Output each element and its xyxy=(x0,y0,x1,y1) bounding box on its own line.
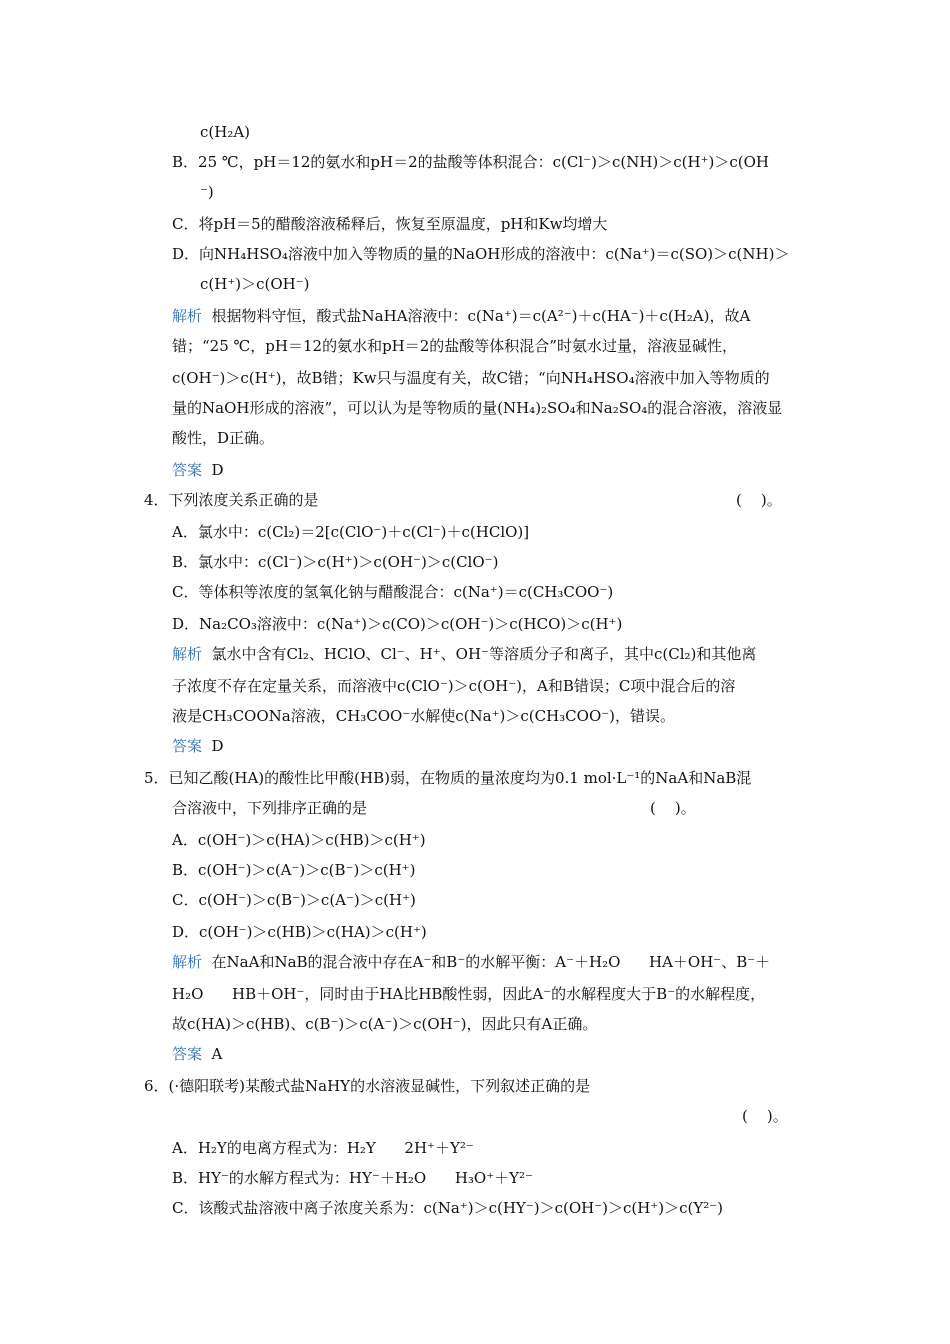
line-text: D．向NH₄HSO₄溶液中加入等物质的量的NaOH形成的溶液中：c(Na⁺)＝c(SO)＞c(NH)＞ xyxy=(172,245,790,263)
line-text: A xyxy=(202,1045,223,1063)
text-line xyxy=(172,428,274,448)
line-text: ( )。 xyxy=(742,1107,788,1125)
text-line xyxy=(172,582,613,602)
line-text: D．c(OH⁻)＞c(HB)＞c(HA)＞c(H⁺) xyxy=(172,923,427,941)
line-text: H₂O HB＋OH⁻，同时由于HA比HB酸性弱，因此A⁻的水解程度大于B⁻的水解程度， xyxy=(172,985,766,1003)
line-text: c(H⁺)＞c(OH⁻) xyxy=(200,275,310,293)
line-text: 6．(·德阳联考)某酸式盐NaHY的水溶液显碱性，下列叙述正确的是 xyxy=(144,1077,591,1095)
text-line xyxy=(172,1168,533,1188)
line-text: 子浓度不存在定量关系，而溶液中c(ClO⁻)＞c(OH⁻)，A和B错误；C项中混合后的溶 xyxy=(172,677,736,695)
line-text: 故c(HA)＞c(HB)、c(B⁻)＞c(A⁻)＞c(OH⁻)，因此只有A正确。 xyxy=(172,1015,598,1033)
text-line xyxy=(172,1198,723,1218)
line-text: ( )。 xyxy=(650,799,696,817)
text-line xyxy=(172,368,770,388)
text-line xyxy=(172,890,416,910)
text-line xyxy=(172,214,607,234)
answer-label: 答案 xyxy=(172,461,203,479)
line-text: 量的NaOH形成的溶液”，可以认为是等物质的量(NH₄)₂SO₄和Na₂SO₄的混合溶液，溶液显 xyxy=(172,399,783,417)
labeled-text-line xyxy=(172,460,224,480)
line-text: 合溶液中，下列排序正确的是 xyxy=(172,799,368,817)
line-text: ⁻) xyxy=(200,183,214,201)
line-text: D xyxy=(202,461,224,479)
text-line xyxy=(144,768,751,788)
text-line xyxy=(172,398,782,418)
line-text: 根据物料守恒，酸式盐NaHA溶液中：c(Na⁺)＝c(A²⁻)＋c(HA⁻)＋c(H₂A)，故A xyxy=(202,307,751,325)
line-text: c(H₂A) xyxy=(200,123,251,141)
text-line xyxy=(172,798,367,818)
answer-label: 答案 xyxy=(172,1045,203,1063)
analysis-label: 解析 xyxy=(172,645,203,663)
line-text: 错；“25 ℃，pH＝12的氨水和pH＝2的盐酸等体积混合”时氨水过量，溶液显碱性， xyxy=(172,337,737,355)
answer-label: 答案 xyxy=(172,737,203,755)
text-line xyxy=(172,922,427,942)
text-line xyxy=(736,490,782,510)
line-text: C．等体积等浓度的氢氧化钠与醋酸混合：c(Na⁺)＝c(CH₃COO⁻) xyxy=(172,583,614,601)
line-text: A．氯水中：c(Cl₂)＝2[c(ClO⁻)＋c(Cl⁻)＋c(HClO)] xyxy=(172,523,530,541)
analysis-label: 解析 xyxy=(172,953,203,971)
text-line xyxy=(172,244,789,264)
text-line xyxy=(650,798,696,818)
text-line xyxy=(172,860,415,880)
line-text: B．HY⁻的水解方程式为：HY⁻＋H₂O H₃O⁺＋Y²⁻ xyxy=(172,1169,533,1187)
text-line xyxy=(172,706,675,726)
labeled-text-line xyxy=(172,952,770,972)
labeled-text-line xyxy=(172,736,224,756)
line-text: 在NaA和NaB的混合液中存在A⁻和B⁻的水解平衡：A⁻＋H₂O HA＋OH⁻、B⁻＋ xyxy=(202,953,771,971)
text-line xyxy=(172,676,735,696)
text-line xyxy=(144,490,319,510)
line-text: C．c(OH⁻)＞c(B⁻)＞c(A⁻)＞c(H⁺) xyxy=(172,891,416,909)
line-text: 酸性，D正确。 xyxy=(172,429,275,447)
line-text: C．将pH＝5的醋酸溶液稀释后，恢复至原温度，pH和Kw均增大 xyxy=(172,215,608,233)
text-line xyxy=(172,552,498,572)
analysis-label: 解析 xyxy=(172,307,203,325)
text-line xyxy=(144,1076,590,1096)
labeled-text-line xyxy=(172,644,756,664)
line-text: 5．已知乙酸(HA)的酸性比甲酸(HB)弱，在物质的量浓度均为0.1 mol·L⁻¹的NaA和NaB混 xyxy=(144,769,752,787)
labeled-text-line xyxy=(172,1044,222,1064)
line-text: c(OH⁻)＞c(H⁺)，故B错；Kw只与温度有关，故C错；“向NH₄HSO₄溶液中加入等物质的 xyxy=(172,369,770,387)
text-line xyxy=(172,614,622,634)
line-text: A．c(OH⁻)＞c(HA)＞c(HB)＞c(H⁺) xyxy=(172,831,426,849)
text-line xyxy=(200,122,250,142)
text-line xyxy=(742,1106,788,1126)
line-text: B．25 ℃，pH＝12的氨水和pH＝2的盐酸等体积混合：c(Cl⁻)＞c(NH)＞c(H⁺)＞c(OH xyxy=(172,153,769,171)
labeled-text-line xyxy=(172,306,750,326)
line-text: A．H₂Y的电离方程式为：H₂Y 2H⁺＋Y²⁻ xyxy=(172,1139,474,1157)
text-line xyxy=(200,182,214,202)
line-text: C．该酸式盐溶液中离子浓度关系为：c(Na⁺)＞c(HY⁻)＞c(OH⁻)＞c(H⁺)＞c(Y²⁻) xyxy=(172,1199,724,1217)
text-line xyxy=(172,336,737,356)
line-text: 液是CH₃COONa溶液，CH₃COO⁻水解使c(Na⁺)＞c(CH₃COO⁻)，错误。 xyxy=(172,707,676,725)
line-text: ( )。 xyxy=(736,491,782,509)
text-line xyxy=(172,984,765,1004)
text-line xyxy=(172,522,529,542)
line-text: 4．下列浓度关系正确的是 xyxy=(144,491,319,509)
line-text: B．c(OH⁻)＞c(A⁻)＞c(B⁻)＞c(H⁺) xyxy=(172,861,416,879)
line-text: D．Na₂CO₃溶液中：c(Na⁺)＞c(CO)＞c(OH⁻)＞c(HCO)＞c(H⁺) xyxy=(172,615,623,633)
text-line xyxy=(200,274,310,294)
text-line xyxy=(172,1014,597,1034)
text-line xyxy=(172,1138,474,1158)
text-line xyxy=(172,152,769,172)
line-text: 氯水中含有Cl₂、HClO、Cl⁻、H⁺、OH⁻等溶质分子和离子，其中c(Cl₂)和其他离 xyxy=(202,645,757,663)
line-text: B．氯水中：c(Cl⁻)＞c(H⁺)＞c(OH⁻)＞c(ClO⁻) xyxy=(172,553,499,571)
text-line xyxy=(172,830,426,850)
line-text: D xyxy=(202,737,224,755)
